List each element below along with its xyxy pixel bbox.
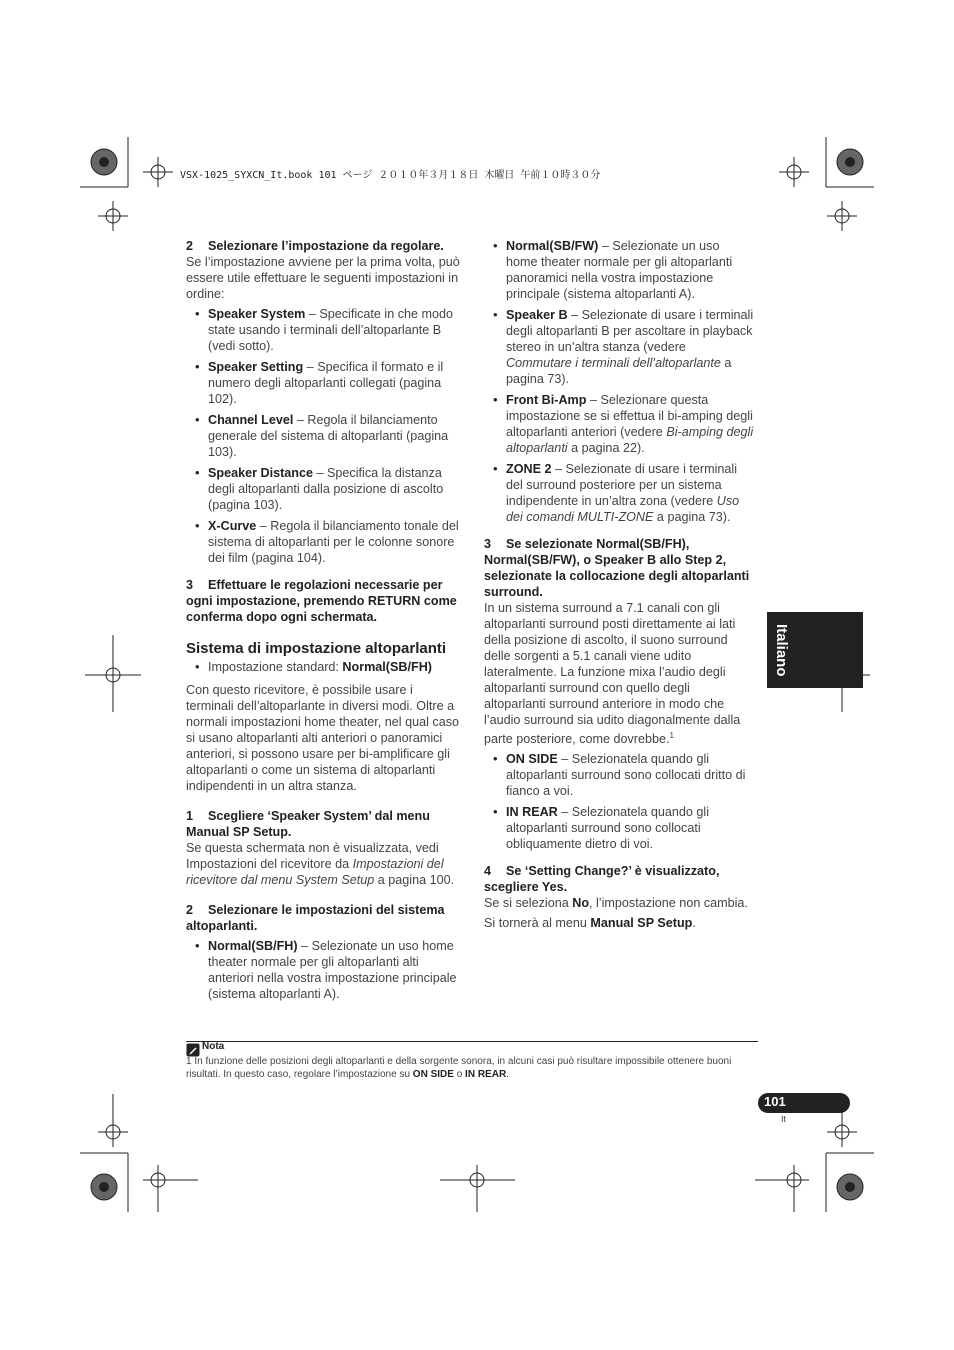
paragraph: Con questo ricevitore, è possibile usare i terminali dell’altoparlante in diversi modi. Oltre a normali impostazioni home theater, nel qual caso si usano altoparlanti alti anteriori o panoramici anteriori, si possono usare per bi-amplificare gli altoparlanti o come un sistema di altoparlanti indipendenti in un altra stanza. bbox=[186, 683, 460, 793]
list-item: • ZONE 2 – Selezionate di usare i terminali del surround posteriore per un sistema indipendente in un’altra zona (vedere Uso dei comandi MULTI-ZONE a pagina 73). bbox=[506, 461, 754, 525]
crosshair-icon bbox=[143, 157, 173, 187]
step-heading: 2 Selezionare le impostazioni del sistema altoparlanti. bbox=[186, 903, 445, 933]
footnote-divider bbox=[186, 1041, 758, 1042]
list-item: • Front Bi-Amp – Selezionare questa impostazione se si effettua il bi-amping degli altoparlanti anteriori (vedere Bi-amping degli altoparlanti a pagina 22). bbox=[506, 392, 754, 456]
step-heading: 1 Scegliere ‘Speaker System’ dal menu Manual SP Setup. bbox=[186, 809, 430, 839]
left-column bbox=[186, 238, 462, 1007]
footnote-text: 1 In funzione delle posizioni degli altoparlanti e della sorgente sonora, in alcuni casi può risultare impossibile ottenere buoni risultati. In questo caso, regolare l’impostazione su ON SIDE o IN REAR. bbox=[186, 1056, 732, 1080]
page-number: 101 bbox=[764, 1094, 786, 1109]
language-code: It bbox=[781, 1114, 787, 1124]
settings-list bbox=[186, 306, 462, 566]
starburst-icon bbox=[91, 149, 117, 175]
position-list bbox=[484, 751, 754, 852]
file-header: VSX-1025_SYXCN_It.book 101 ページ ２０１０年３月１８日 木曜日 午前１０時３０分 bbox=[180, 170, 601, 181]
step-heading: 3 Se selezionate Normal(SB/FH), Normal(SB/FW), o Speaker B allo Step 2, selezionate la collocazione degli altoparlanti surround. bbox=[484, 537, 750, 599]
starburst-icon bbox=[91, 1174, 117, 1200]
paragraph: Se questa schermata non è visualizzata, vedi Impostazioni del ricevitore da Impostazioni del ricevitore dal menu System Setup a pagina 100. bbox=[186, 841, 455, 887]
footnote-ref: 1 bbox=[669, 731, 674, 740]
crosshair-icon bbox=[755, 1165, 809, 1212]
list-item: • Speaker Distance – Specifica la distanza degli altoparlanti dalla posizione di ascolto (pagina 103). bbox=[208, 465, 462, 513]
crosshair-icon bbox=[98, 1094, 128, 1147]
list-item: • X-Curve – Regola il bilanciamento tonale del sistema di altoparlanti per le colonne sonore dei film (pagina 104). bbox=[208, 518, 462, 566]
step-heading: 2 Selezionare l’impostazione da regolare. bbox=[186, 239, 444, 253]
language-tab-label: Italiano bbox=[773, 623, 790, 677]
paragraph: Se si seleziona No, l’impostazione non cambia. bbox=[484, 896, 748, 911]
starburst-icon bbox=[837, 1174, 863, 1200]
crosshair-icon bbox=[779, 157, 809, 187]
starburst-icon bbox=[837, 149, 863, 175]
right-column bbox=[484, 238, 754, 931]
crosshair-icon bbox=[98, 201, 128, 231]
system-list bbox=[484, 238, 754, 525]
list-item: • Normal(SB/FH) – Selezionate un uso home theater normale per gli altoparlanti alti anteriori nella vostra impostazione principale (sistema altoparlanti A). bbox=[208, 938, 462, 1002]
list-item: • Speaker B – Selezionate di usare i terminali degli altoparlanti B per ascoltare in playback stereo in un’altra stanza (vedere Commutare i terminali dell’altoparlante a pagina 73). bbox=[506, 307, 754, 387]
default-list bbox=[186, 659, 462, 675]
list-item: • IN REAR – Selezionatela quando gli altoparlanti surround sono collocati obliquamente dietro di voi. bbox=[506, 804, 754, 852]
crosshair-icon bbox=[827, 201, 857, 231]
list-item: • ON SIDE – Selezionatela quando gli altoparlanti surround sono collocati dritto di fianco a voi. bbox=[506, 751, 754, 799]
system-list bbox=[186, 938, 462, 1002]
list-item: • Impostazione standard: Normal(SB/FH) bbox=[208, 659, 462, 675]
list-item: • Channel Level – Regola il bilanciamento generale del sistema di altoparlanti (pagina 103). bbox=[208, 412, 462, 460]
paragraph: Se l’impostazione avviene per la prima volta, può essere utile effettuare le seguenti impostazioni in ordine: bbox=[186, 255, 460, 301]
list-item: • Normal(SB/FW) – Selezionate un uso home theater normale per gli altoparlanti panoramici nella vostra impostazione principale (sistema altoparlanti A). bbox=[506, 238, 754, 302]
step-heading: 4 Se ‘Setting Change?’ è visualizzato, scegliere Yes. bbox=[484, 864, 720, 895]
note-title: Nota bbox=[202, 1041, 225, 1052]
paragraph: Si tornerà al menu Manual SP Setup. bbox=[484, 916, 696, 931]
crosshair-icon bbox=[440, 1165, 515, 1212]
section-title: Sistema di impostazione altoparlanti bbox=[186, 640, 447, 657]
crosshair-icon bbox=[85, 635, 141, 712]
step-heading: 3 Effettuare le regolazioni necessarie per ogni impostazione, premendo RETURN come conferma dopo ogni schermata. bbox=[186, 578, 457, 624]
list-item: • Speaker System – Specificate in che modo state usando i terminali dell’altoparlante B (vedi sotto). bbox=[208, 306, 462, 354]
crosshair-icon bbox=[143, 1165, 198, 1212]
list-item: • Speaker Setting – Specifica il formato e il numero degli altoparlanti collegati (pagina 102). bbox=[208, 359, 462, 407]
paragraph: In un sistema surround a 7.1 canali con gli altoparlanti surround posti direttamente ai lati della posizione di ascolto, il suono surround delle sorgenti a 5.1 canali viene udito lateralmente. La funzione mixa l’audio degli altoparlanti surround con quello degli altoparlanti surround anteriore in modo che l’audio surround sia udito diagonalmente dalla parte posteriore, come dovrebbe.$^1$ bbox=[484, 601, 741, 747]
